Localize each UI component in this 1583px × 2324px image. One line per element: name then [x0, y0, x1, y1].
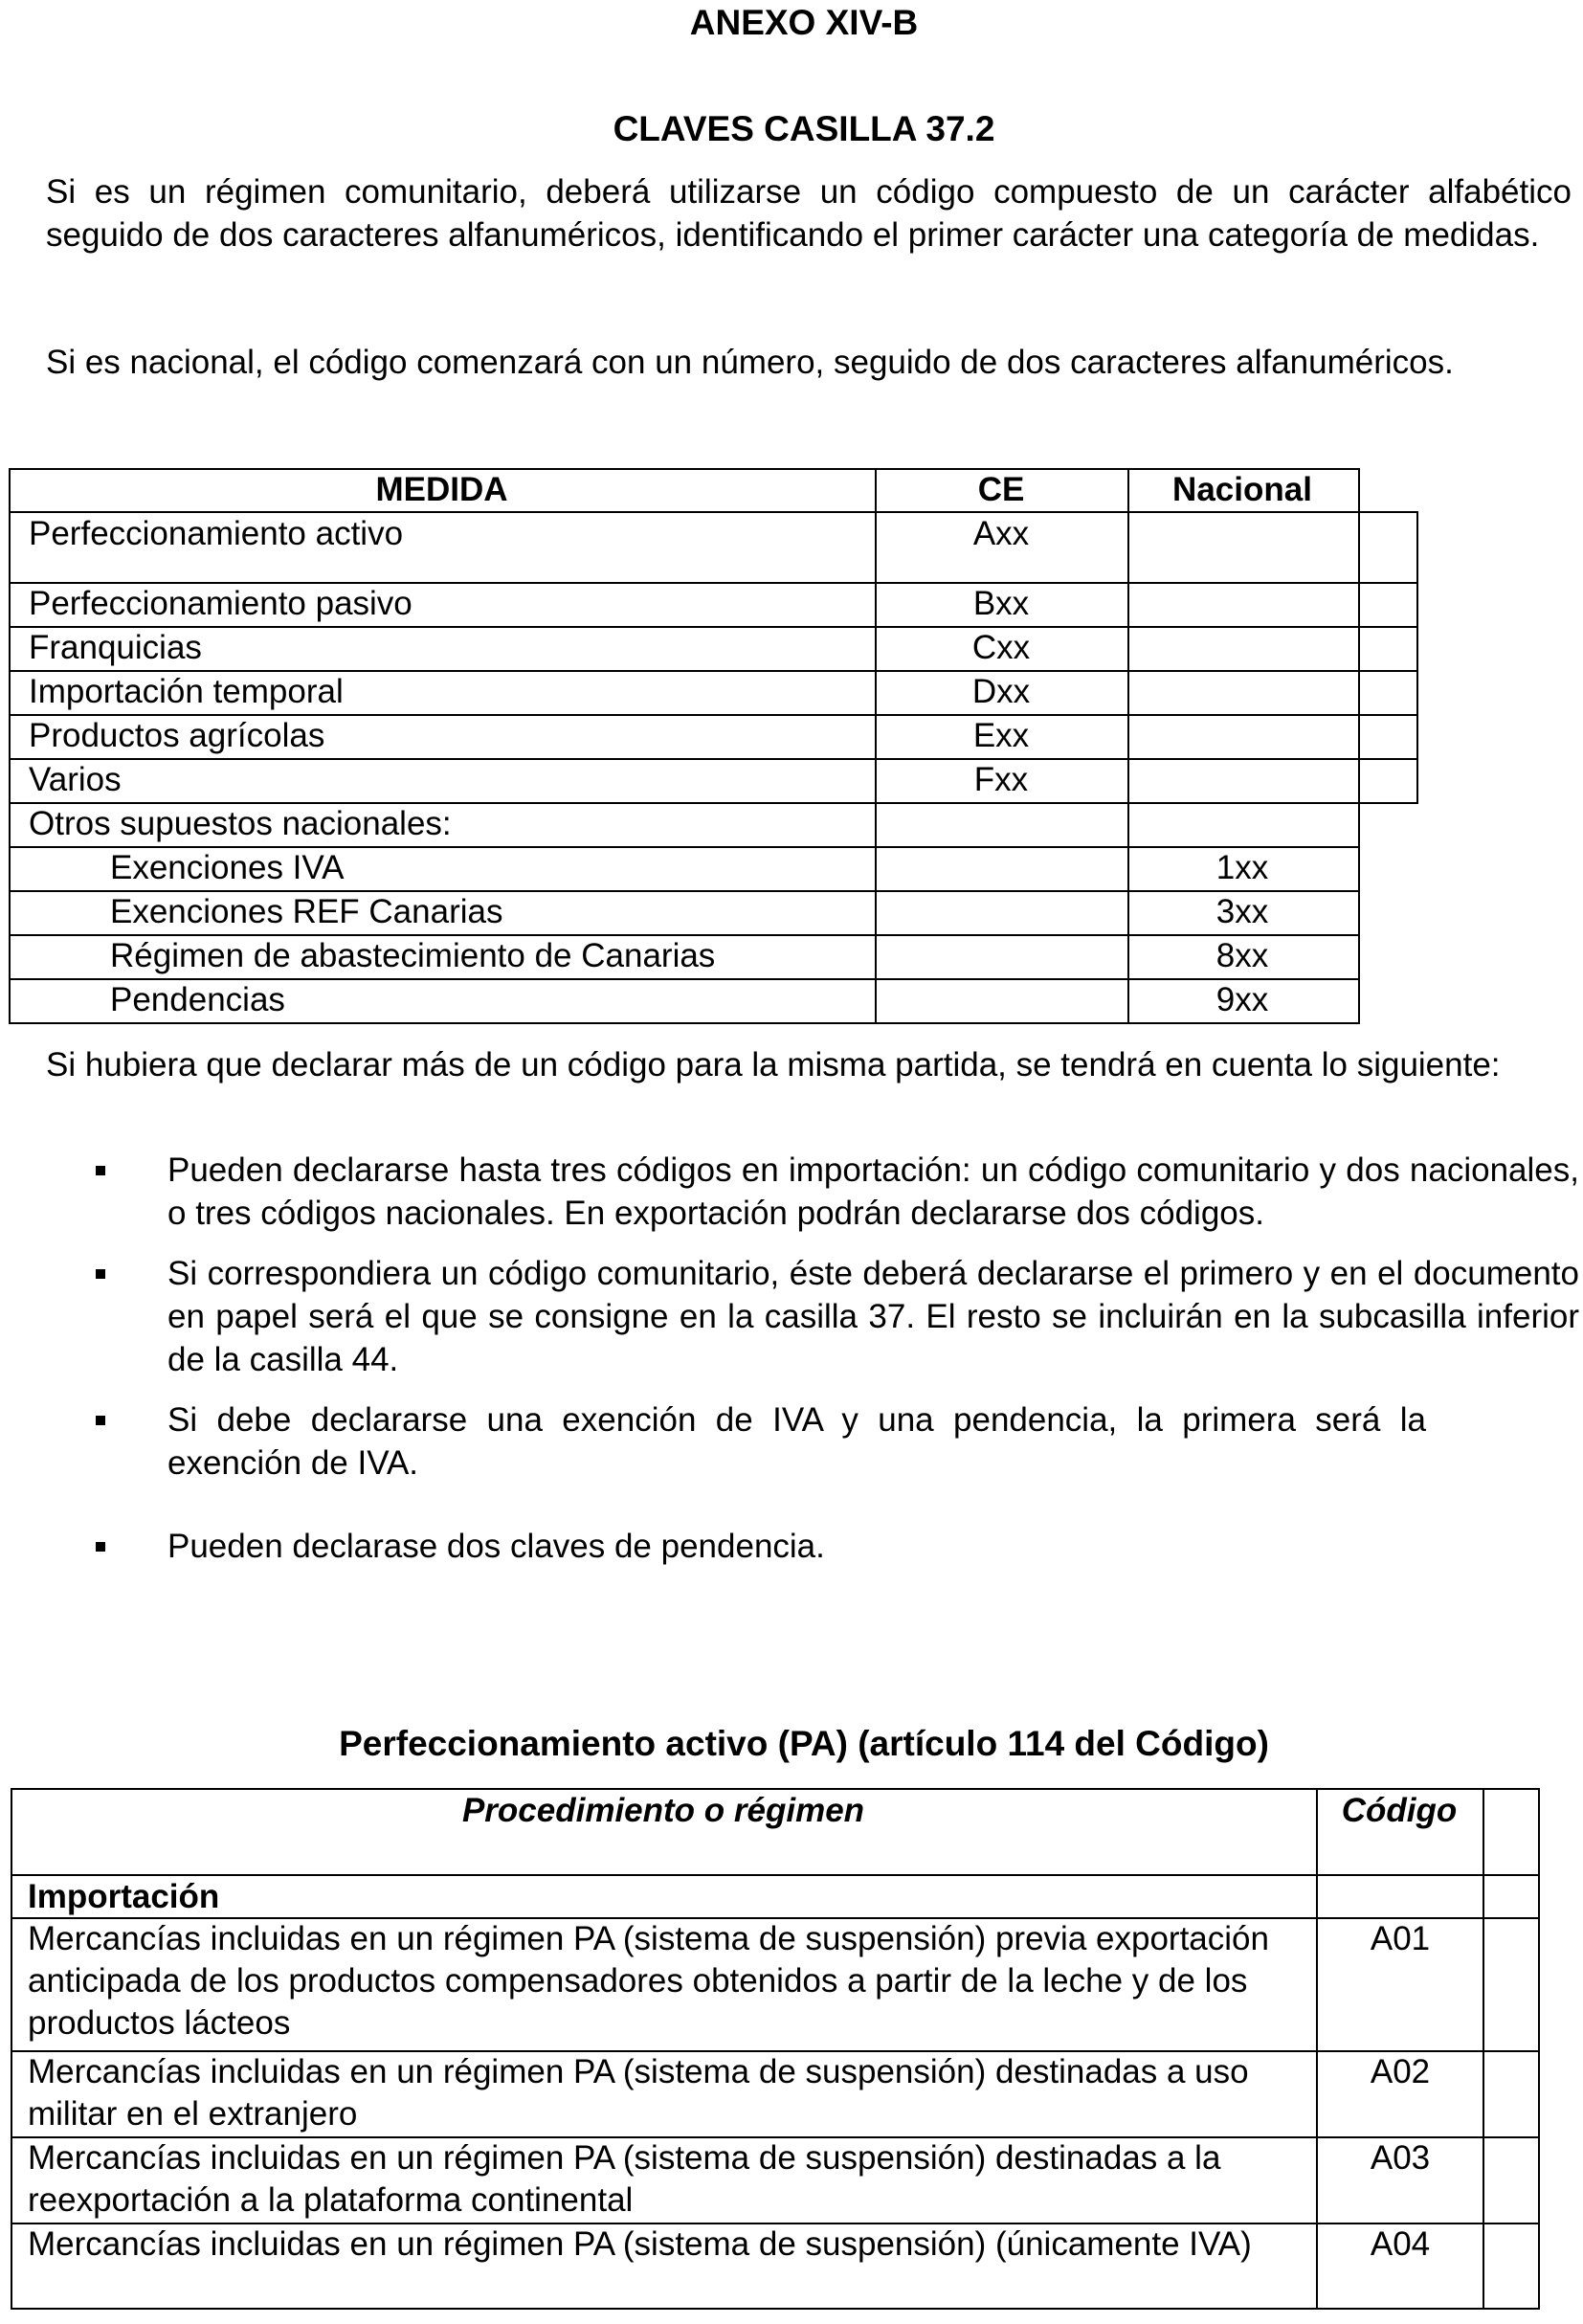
row-label: Otros supuestos nacionales: [29, 805, 452, 842]
table-row-code: A02 [1370, 2053, 1431, 2090]
header-ce: CE [977, 471, 1025, 508]
row-ce-code: Axx [972, 515, 1030, 552]
measures-table [9, 468, 1360, 1027]
list-item: Si debe declararse una exención de IVA y una pendencia, la primera será la exención de IVA. [96, 1398, 1579, 1485]
table-row-text: Mercancías incluidas en un régimen PA (sistema de suspensión) (únicamente IVA) [28, 2225, 1252, 2263]
row-national-code: 1xx [1215, 849, 1269, 886]
header-national: Nacional [1172, 471, 1312, 508]
row-label: Exenciones REF Canarias [110, 893, 503, 930]
square-bullet-icon [96, 1416, 105, 1425]
list-item: Pueden declararse hasta tres códigos en importación: un código comunitario y dos nacionales, o tres códigos nacionales. En exportación podrán declararse dos códigos. [96, 1149, 1579, 1235]
section-title: CLAVES CASILLA 37.2 [613, 109, 995, 148]
square-bullet-icon [96, 1269, 105, 1279]
row-label: Pendencias [110, 981, 285, 1018]
header-procedure: Procedimiento o régimen [461, 1792, 865, 1829]
header-code: Código [1341, 1792, 1458, 1829]
row-national-code: 9xx [1215, 981, 1269, 1018]
table-row-code: A03 [1370, 2139, 1431, 2177]
annex-title: ANEXO XIV-B [689, 3, 919, 42]
intro-paragraph-national: Si es nacional, el código comenzará con un número, seguido de dos caracteres alfanuméricos. [46, 344, 1454, 381]
intro-paragraph-community: Si es un régimen comunitario, deberá utilizarse un código compuesto de un carácter alfabético seguido de dos caracteres alfanuméricos, identificando el primer carácter una categoría de medidas. [46, 173, 1572, 254]
row-ce-code: Cxx [971, 629, 1031, 666]
list-item: Pueden declarase dos claves de pendencia. [96, 1525, 1579, 1568]
row-ce-code: Dxx [971, 673, 1031, 710]
group-label-import: Importación [28, 1878, 220, 1915]
row-national-code: 8xx [1215, 937, 1269, 974]
table-row-text: Mercancías incluidas en un régimen PA (sistema de suspensión) previa exportación anticipada de los productos compensadores obtenidos a partir de la leche y de los productos lácteos [28, 1920, 1269, 2042]
header-measure: MEDIDA [375, 471, 508, 508]
row-label: Franquicias [29, 629, 202, 666]
row-label: Perfeccionamiento activo [29, 515, 404, 552]
row-label: Perfeccionamiento pasivo [29, 585, 412, 622]
list-item: Si correspondiera un código comunitario, éste deberá declararse el primero y en el documento en papel será el que se consigne en la casilla 37. El resto se incluirán en la subcasilla inferior de la casilla 44. [96, 1252, 1579, 1381]
row-label: Productos agrícolas [29, 717, 325, 754]
square-bullet-icon [96, 1166, 105, 1175]
row-label: Importación temporal [29, 673, 344, 710]
row-national-code: 3xx [1215, 893, 1269, 930]
row-label: Exenciones IVA [110, 849, 345, 886]
multiple-codes-intro: Si hubiera que declarar más de un código para la misma partida, se tendrá en cuenta lo siguiente: [46, 1046, 1501, 1084]
table-row-text: Mercancías incluidas en un régimen PA (sistema de suspensión) destinadas a la reexportación a la plataforma continental [28, 2139, 1221, 2219]
pa-section-title: Perfeccionamiento activo (PA) (artículo 114 del Código) [339, 1724, 1269, 1763]
row-ce-code: Exx [972, 717, 1030, 754]
table-row-text: Mercancías incluidas en un régimen PA (sistema de suspensión) destinadas a uso militar en el extranjero [28, 2053, 1249, 2133]
table-row-code: A01 [1370, 1920, 1431, 1957]
row-ce-code: Fxx [973, 761, 1029, 798]
table-row-code: A04 [1370, 2225, 1431, 2263]
row-ce-code: Bxx [972, 585, 1030, 622]
pa-table [11, 1788, 1540, 2310]
square-bullet-icon [96, 1542, 105, 1552]
multiple-codes-list [96, 1149, 1579, 1568]
row-label: Varios [29, 761, 122, 798]
row-label: Régimen de abastecimiento de Canarias [110, 937, 716, 974]
